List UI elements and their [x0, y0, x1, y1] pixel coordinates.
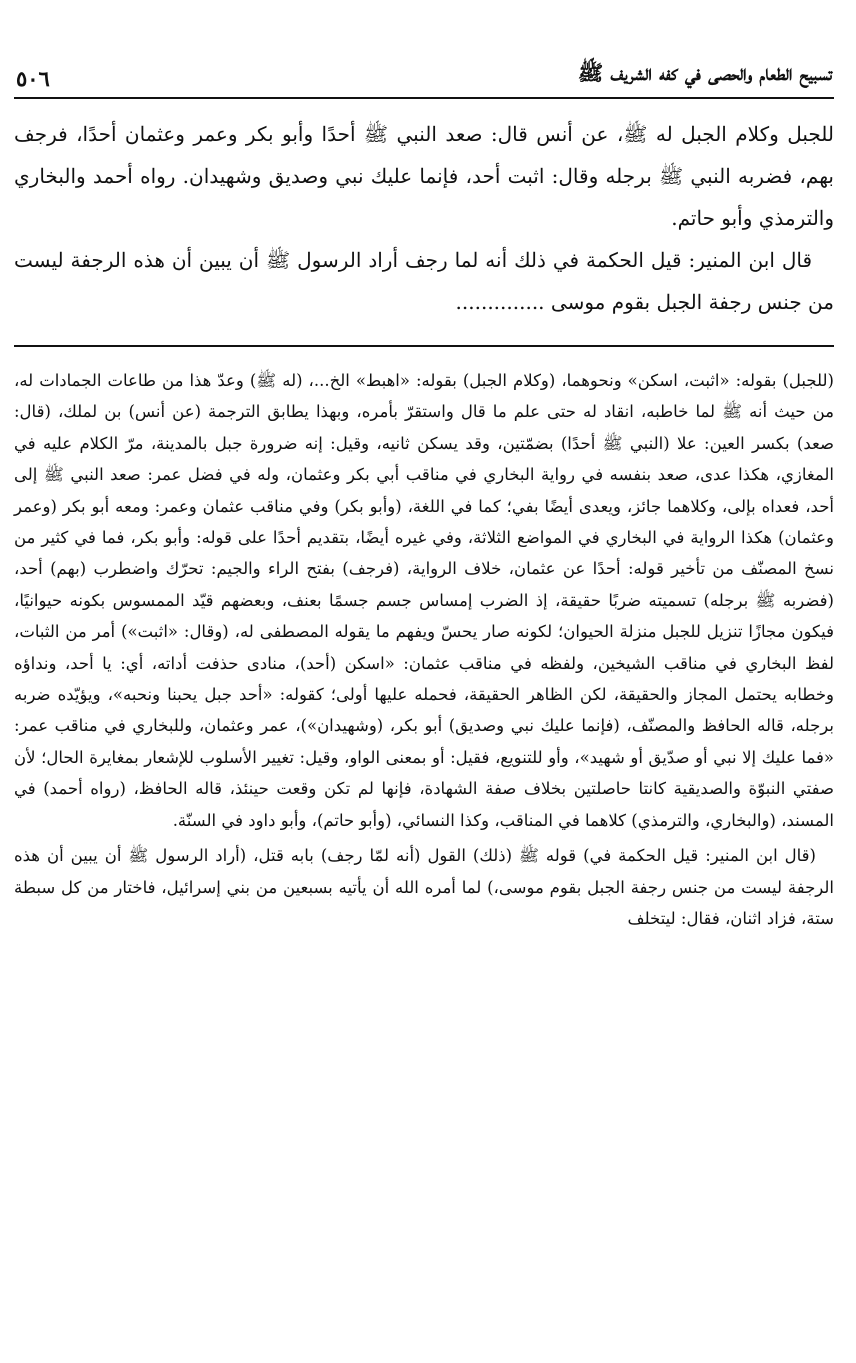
page-header — [14, 60, 834, 99]
running-title: تسبيح الطعام والحصى في كفه الشريف ﷺ — [577, 60, 832, 85]
page-number: ٥٠٦ — [16, 66, 50, 91]
main-paragraph-2: قال ابن المنير: قيل الحكمة في ذلك أنه لما رجف أراد الرسول ﷺ أن يبين أن هذه الرجفة ليست من جنس رجفة الجبل بقوم موسى .............. — [14, 248, 834, 314]
commentary — [14, 365, 834, 934]
separator-line — [14, 345, 834, 347]
main-paragraph-1: للجبل وكلام الجبل له ﷺ، عن أنس قال: صعد النبي ﷺ أحدًا وأبو بكر وعمر وعثمان أحدًا، فرجف بهم، فضربه النبي ﷺ برجله وقال: اثبت أحد، فإنما عليك نبي وصديق وشهيدان. رواه أحمد والبخاري والترمذي وأبو حاتم. — [14, 122, 834, 230]
commentary-paragraph-2: (قال ابن المنير: قيل الحكمة في) قوله ﷺ (ذلك) القول (أنه لمّا رجف) بابه قتل، (أراد الرسول ﷺ أن يبين أن هذه الرجفة ليست من جنس رجفة الجبل بقوم موسى،) لما أمره الله أن يأتيه بسبعين من بني إسرائيل، فاختار من كل سبطة ستة، فزاد اثنان، فقال: ليتخلف — [14, 846, 834, 928]
main-text — [14, 113, 834, 323]
page — [14, 60, 834, 934]
commentary-paragraph-1: (للجبل) بقوله: «اثبت، اسكن» ونحوهما، (وكلام الجبل) بقوله: «اهبط» الخ...، (له ﷺ) وعدّ هذا من طاعات الجمادات له، من حيث أنه ﷺ لما خاطبه، انقاد له حتى علم ما قال واستقرّ بأمره، وبهذا يطابق الترجمة (عن أنس) بن لملك، (قال: صعد) بكسر العين: علا (النبي ﷺ أحدًا) بضمّتين، وقد يسكن ثانيه، وقيل: إنه ضرورة جبل بالمدينة، مرّ الكلام عليه في المغازي، هكذا عدى، صعد بنفسه في رواية البخاري في مناقب أبي بكر وعثمان، وله في فضل عمر: صعد النبي ﷺ إلى أحد، فعداه بإلى، وكلاهما جائز، ويعدى أيضًا بفي؛ كما في اللغة، (وأبو بكر) وفي مناقب عثمان وعمر: ومعه أبو بكر (وعمر وعثمان) هكذا الرواية في البخاري في المواضع الثلاثة، وفي غيره أيضًا، بتقديم أحدًا على قوله: وأبو بكر، فما في كثير من نسخ المصنّف من تأخير قوله: أحدًا عن عثمان، خلاف الرواية، (فرجف) بفتح الراء والجيم: تحرّك واضطرب (بهم) أحد، (فضربه ﷺ برجله) تسميته ضربًا حقيقة، إذ الضرب إمساس جسم جسمًا بعنف، وبعضهم قيّد الممسوس بكونه حيوانيًا، فيكون مجازًا تنزيل للجبل منزلة الحيوان؛ لكونه صار يحسّ ويفهم ما يقوله المصطفى له، (وقال: «اثبت») أمر من الثبات، لفظ البخاري في مناقب الشيخين، ولفظه في مناقب عثمان: «اسكن (أحد)، منادى حذفت أداته، أي: يا أحد، ونداؤه وخطابه يحتمل المجاز والحقيقة، لكن الظاهر الحقيقة، فحمله عليها أولى؛ كقوله: «أحد جبل يحبنا ونحبه»، ويؤيّده ضربه برجله، قاله الحافظ والمصنّف، (فإنما عليك نبي وصديق) أبو بكر، (وشهيدان»)، عمر وعثمان، وللبخاري في مناقب عمر: «فما عليك إلا نبي أو صدّيق أو شهيد»، وأو للتنويع، فقيل: أو بمعنى الواو، وقيل: تغيير الأسلوب للإشعار بمغايرة الحال؛ لأن صفتي النبوّة والصديقية كانتا حاصلتين بخلاف صفة الشهادة، فإنها لم تكن وقعت حينئذ، قاله الحافظ، (رواه أحمد) في المسند، (والبخاري، والترمذي) كلاهما في المناقب، وكذا النسائي، (وأبو حاتم)، وأبو داود في السنّة. — [14, 371, 835, 830]
